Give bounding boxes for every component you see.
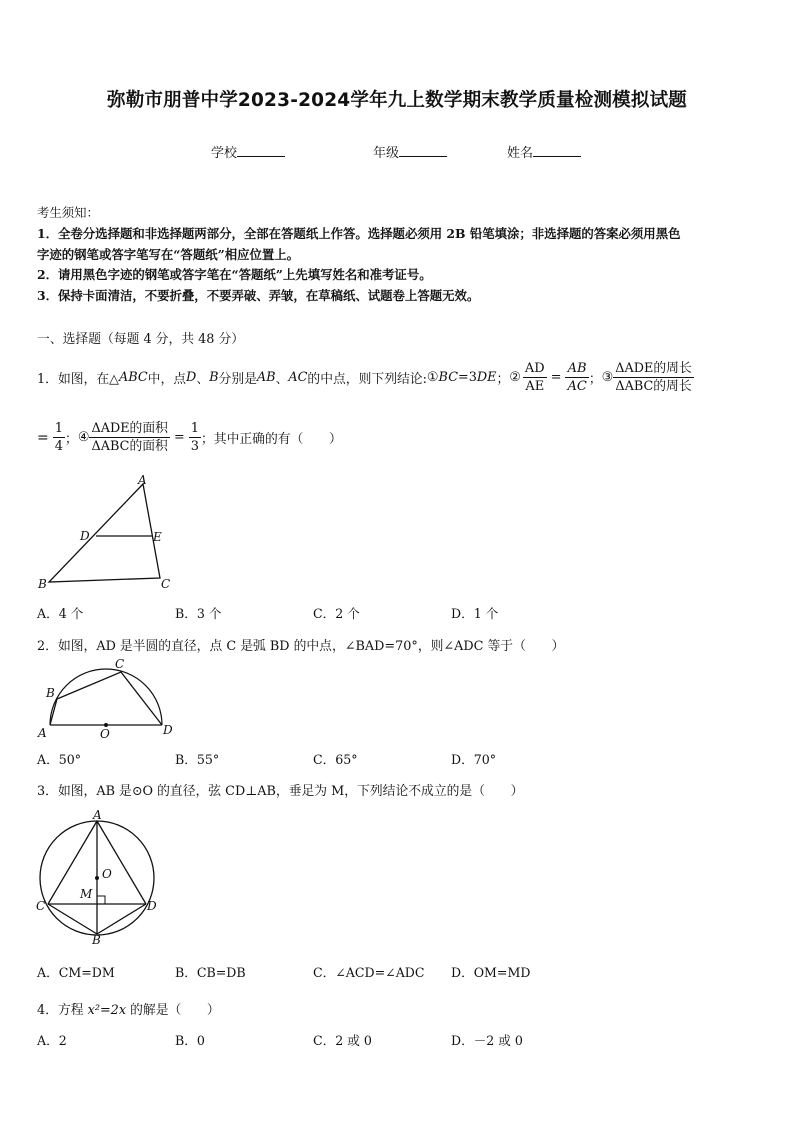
q1-circled-number: ② <box>509 370 521 385</box>
segment-ad <box>97 821 146 904</box>
label-m: M <box>80 887 93 901</box>
right-angle-mark <box>97 896 105 904</box>
q3-circle-figure <box>34 806 164 946</box>
q2-option-c[interactable]: C．65° <box>313 752 358 767</box>
semicircle-arc <box>50 669 162 725</box>
q1-var: BC <box>438 370 458 385</box>
label-c: C <box>161 577 171 591</box>
label-b: B <box>92 933 101 946</box>
fraction-numerator: ΔADE的周长 <box>615 361 692 376</box>
q3-option-b[interactable]: B．CB=DB <box>175 965 246 980</box>
fraction-numerator: AB <box>565 360 588 378</box>
label-b: B <box>38 577 47 591</box>
q1-text: = <box>173 430 185 445</box>
q1-text: ；其中正确的有（ ） <box>200 432 342 447</box>
name-field <box>507 142 581 161</box>
fraction-denominator: 3 <box>190 439 199 454</box>
q1-fraction <box>613 360 693 395</box>
fraction-numerator: AD <box>524 361 545 376</box>
q1-var: ABC <box>118 370 148 385</box>
q4-option-d[interactable]: D．－2 或 0 <box>451 1033 523 1048</box>
notice-item: 字迹的钢笔或答字笔写在“答题纸”相应位置上。 <box>37 247 300 262</box>
q1-circled-number: ① <box>426 370 439 385</box>
q3-stem: 3．如图，AB 是⊙O 的直径，弦 CD⊥AB，垂足为 M，下列结论不成立的是（ ） <box>37 784 524 799</box>
q1-text: ； <box>588 372 602 387</box>
q2-option-a[interactable]: A．50° <box>37 752 82 767</box>
q1-text: 、 <box>275 372 289 387</box>
q2-semicircle-figure <box>34 655 184 741</box>
school-blank[interactable] <box>237 144 285 157</box>
q1-text: 分别是 <box>218 372 257 387</box>
q1-option-b[interactable]: B．3 个 <box>175 606 222 621</box>
q2-option-b[interactable]: B．55° <box>175 752 220 767</box>
name-label: 姓名 <box>507 146 534 161</box>
q1-text: =3 <box>457 370 477 385</box>
q1-var: D <box>186 370 197 385</box>
label-a: A <box>93 808 102 822</box>
q2-option-d[interactable]: D．70° <box>451 752 497 767</box>
label-a: A <box>138 473 147 487</box>
q1-text: ； <box>496 372 510 387</box>
q1-var: AC <box>288 370 308 385</box>
q1-option-d[interactable]: D．1 个 <box>451 606 499 621</box>
grade-label: 年级 <box>373 146 400 161</box>
q1-text: ； <box>65 432 78 447</box>
triangle-abc <box>49 484 160 582</box>
fraction-numerator: 1 <box>190 421 199 436</box>
label-d: D <box>147 899 157 913</box>
q2-stem: 2．如图，AD 是半圆的直径，点 C 是弧 BD 的中点，∠BAD=70°，则∠ADC 等于（ ） <box>37 639 565 654</box>
q1-text: 中，点 <box>147 372 187 387</box>
q4-option-c[interactable]: C．2 或 0 <box>313 1033 372 1048</box>
grade-blank[interactable] <box>399 144 447 157</box>
notice-heading: 考生须知： <box>37 205 99 220</box>
q1-fraction <box>565 360 588 395</box>
fraction-denominator: ΔABC的周长 <box>615 379 692 394</box>
q1-var: AB <box>256 370 276 385</box>
q1-text: = <box>550 370 562 385</box>
label-a: A <box>38 726 47 740</box>
q1-var: DE <box>476 370 497 385</box>
q1-text: 1．如图，在△ <box>37 372 119 387</box>
q4-option-a[interactable]: A．2 <box>37 1033 67 1048</box>
q3-option-d[interactable]: D．OM=MD <box>451 965 531 980</box>
label-d: D <box>80 529 90 543</box>
section-heading: 一、选择题（每题 4 分，共 48 分） <box>37 332 245 347</box>
label-b: B <box>46 686 55 700</box>
grade-field <box>373 142 447 161</box>
q1-circled-number: ④ <box>77 430 90 445</box>
label-c: C <box>115 657 125 671</box>
q4-text: 的解是（ ） <box>126 1003 220 1018</box>
notice-item: 2．请用黑色字迹的钢笔或答字笔在“答题纸”上先填写姓名和准考证号。 <box>37 267 432 282</box>
q4-stem <box>37 999 220 1018</box>
q1-option-a[interactable]: A．4 个 <box>37 606 84 621</box>
q3-option-c[interactable]: C．∠ACD=∠ADC <box>313 965 425 980</box>
q1-var: B <box>209 370 219 385</box>
school-label: 学校 <box>211 146 238 161</box>
q1-fraction <box>53 420 65 455</box>
label-o: O <box>100 727 110 741</box>
q1-stem-line2 <box>37 420 342 455</box>
label-o: O <box>102 867 112 881</box>
notice-item: 3．保持卡面清洁，不要折叠，不要弄破、弄皱，在草稿纸、试题卷上答题无效。 <box>37 288 480 303</box>
notice-item: 1．全卷分选择题和非选择题两部分，全部在答题纸上作答。选择题必须用 2B 铅笔填涂；非选择题的答案必须用黑色 <box>37 226 681 241</box>
q1-text: = <box>37 429 49 446</box>
label-c: C <box>36 899 46 913</box>
fraction-numerator: ΔADE的面积 <box>91 421 168 436</box>
q4-option-b[interactable]: B．0 <box>175 1033 205 1048</box>
fraction-denominator: ΔABC的面积 <box>91 439 168 454</box>
label-e: E <box>153 530 162 544</box>
q1-text: 的中点，则下列结论: <box>307 372 427 387</box>
q1-text: 、 <box>196 372 210 387</box>
fraction-numerator: 1 <box>54 421 64 436</box>
name-blank[interactable] <box>533 144 581 157</box>
polyline-abcd <box>50 672 162 725</box>
q1-stem-line1 <box>37 360 694 395</box>
center-dot <box>95 876 99 880</box>
q1-triangle-figure <box>34 472 184 594</box>
fraction-denominator: AE <box>525 379 545 394</box>
fraction-denominator: 4 <box>54 439 64 454</box>
q1-fraction <box>89 420 169 455</box>
page-title: 弥勒市朋普中学2023-2024学年九上数学期末教学质量检测模拟试题 <box>107 90 687 111</box>
q3-option-a[interactable]: A．CM=DM <box>37 965 115 980</box>
q1-fraction <box>189 420 201 455</box>
q1-fraction <box>523 360 547 395</box>
q1-circled-number: ③ <box>601 370 614 385</box>
school-field <box>211 142 285 161</box>
label-d: D <box>163 723 173 737</box>
q1-option-c[interactable]: C．2 个 <box>313 606 360 621</box>
q4-equation: x²=2x <box>87 1003 127 1018</box>
fraction-denominator: AC <box>567 379 587 394</box>
q4-text: 4．方程 <box>37 1003 88 1018</box>
